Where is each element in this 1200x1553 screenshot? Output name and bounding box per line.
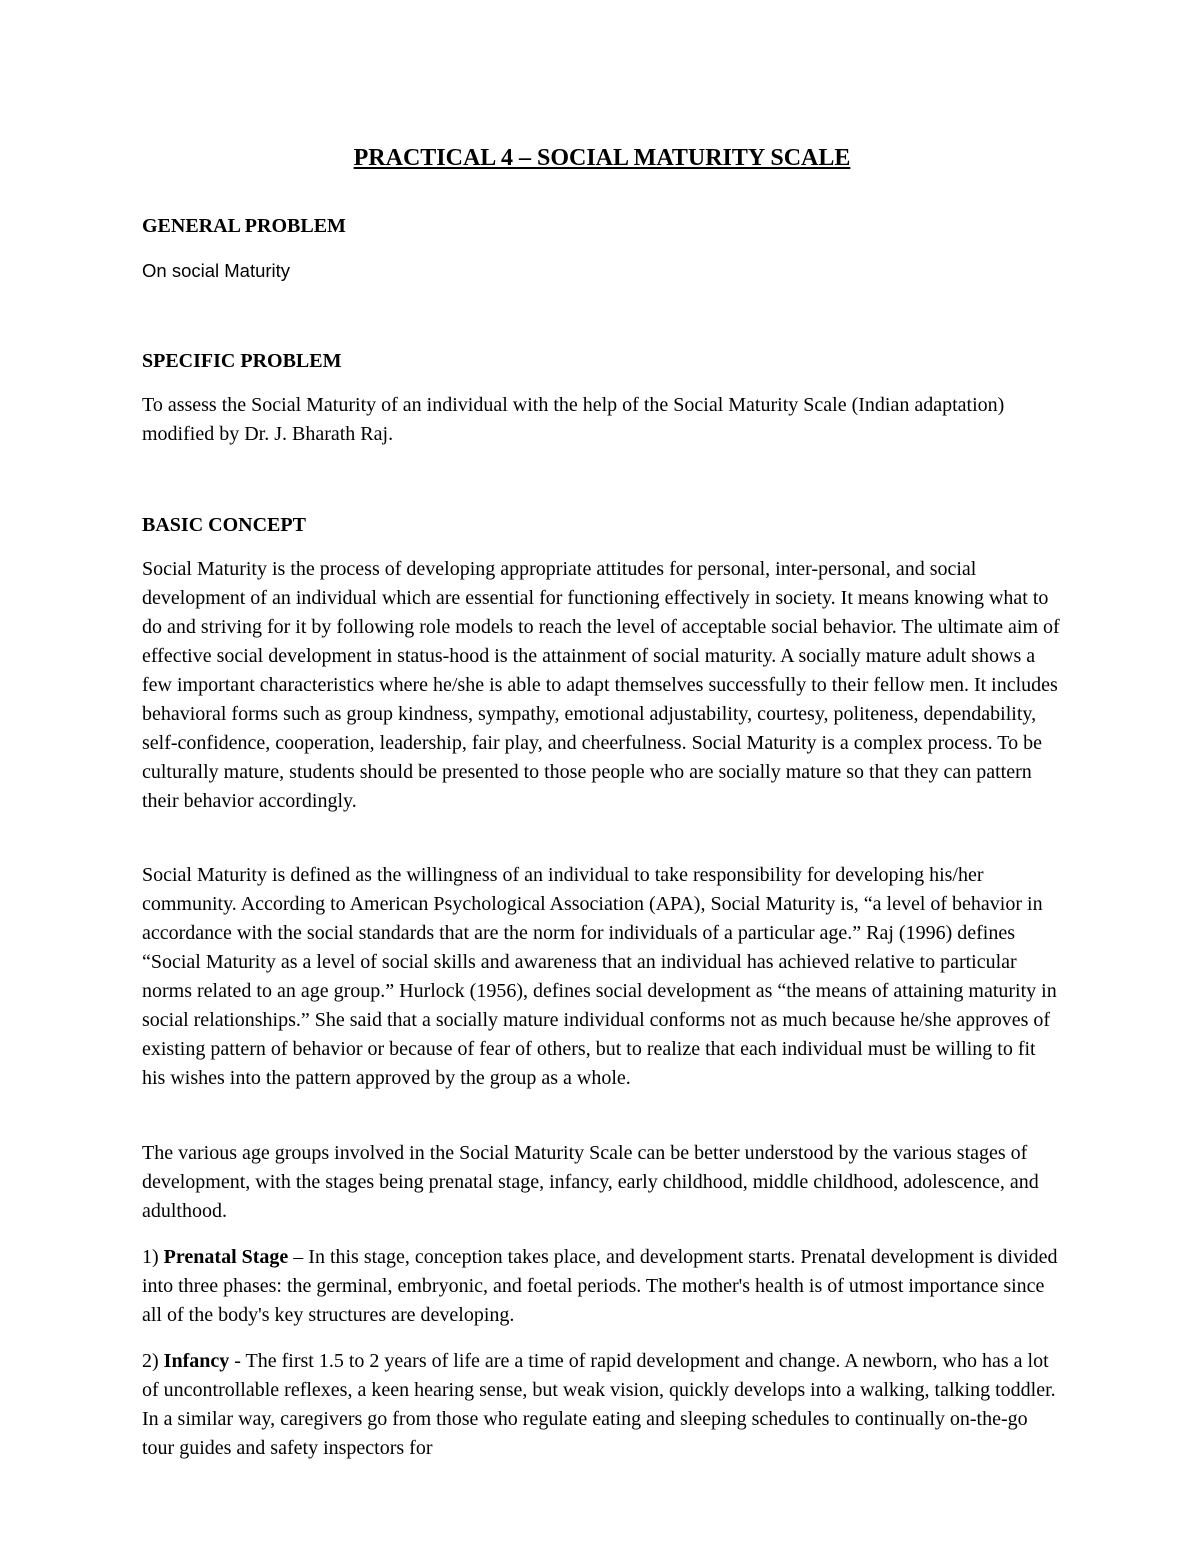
general-problem-heading: GENERAL PROBLEM xyxy=(142,215,346,237)
basic-concept-heading: BASIC CONCEPT xyxy=(142,514,306,536)
basic-concept-paragraph-3: The various age groups involved in the Social Maturity Scale can be better understood by the various stages of development, with the stages being prenatal stage, infancy, early childhood, middle childhood, adolescence, and adulthood. xyxy=(142,1142,1039,1222)
stage-name: Prenatal Stage xyxy=(163,1246,289,1268)
stage-name: Infancy xyxy=(163,1350,230,1372)
stage-number: 2) xyxy=(142,1350,164,1372)
specific-problem-heading: SPECIFIC PROBLEM xyxy=(142,350,342,372)
basic-concept-paragraph-2: Social Maturity is defined as the willingness of an individual to take responsibility for developing his/her community. According to American Psychological Association (APA), Social Maturity is, “a level of behavior in accordance with the social standards that are the norm for individuals of a particular age.” Raj (1996) defines “Social Maturity as a level of social skills and awareness that an individual has achieved relative to particular norms related to an age group.” Hurlock (1956), defines social development as “the means of attaining maturity in social relationships.” She said that a socially mature individual conforms not as much because he/she approves of existing pattern of behavior or because of fear of others, but to realize that each individual must be willing to fit his wishes into the pattern approved by the group as a whole. xyxy=(142,864,1057,1089)
stage-text: – In this stage, conception takes place, and development starts. Prenatal development is divided into three phases: the germinal, embryonic, and foetal periods. The mother's health is of utmost importance since all of the body's key structures are developing. xyxy=(142,1246,1058,1326)
specific-problem-text: To assess the Social Maturity of an individual with the help of the Social Maturity Scale (Indian adaptation) modified by Dr. J. Bharath Raj. xyxy=(142,394,1005,445)
basic-concept-paragraph-1: Social Maturity is the process of developing appropriate attitudes for personal, inter-personal, and social development of an individual which are essential for functioning effectively in society. It means knowing what to do and striving for it by following role models to reach the level of acceptable social behavior. The ultimate aim of effective social development in status-hood is the attainment of social maturity. A socially mature adult shows a few important characteristics where he/she is able to adapt themselves successfully to their fellow men. It includes behavioral forms such as group kindness, sympathy, emotional adjustability, courtesy, politeness, dependability, self-confidence, cooperation, leadership, fair play, and cheerfulness. Social Maturity is a complex process. To be culturally mature, students should be presented to those people who are socially mature so that they can pattern their behavior accordingly. xyxy=(142,558,1060,812)
stage-number: 1) xyxy=(142,1246,164,1268)
general-problem-text: On social Maturity xyxy=(142,260,291,281)
page-title: PRACTICAL 4 – SOCIAL MATURITY SCALE xyxy=(353,145,851,171)
stage-prenatal xyxy=(142,1243,1062,1330)
stage-text: - The first 1.5 to 2 years of life are a time of rapid development and change. A newborn, who has a lot of uncontrollable reflexes, a keen hearing sense, but weak vision, quickly develops into a walking, talking toddler. In a similar way, caregivers go from those who regulate eating and sleeping schedules to continually on-the-go tour guides and safety inspectors for xyxy=(142,1350,1056,1459)
stage-infancy xyxy=(142,1347,1062,1463)
